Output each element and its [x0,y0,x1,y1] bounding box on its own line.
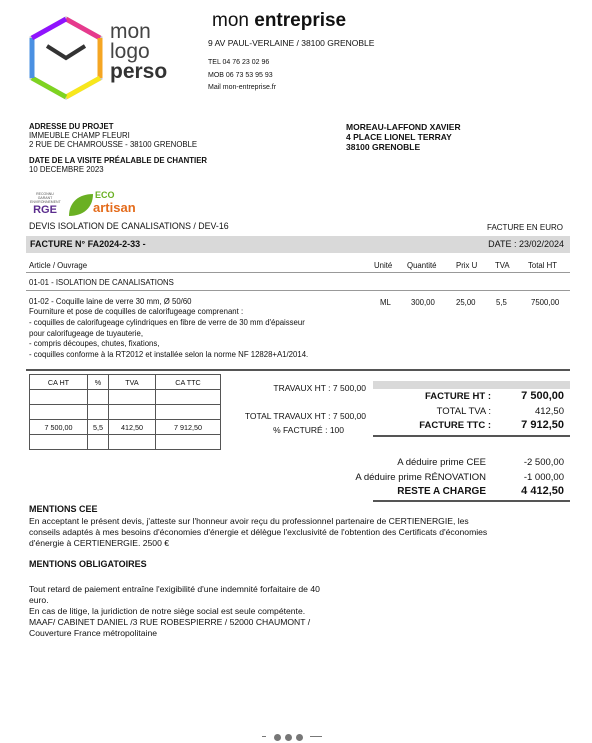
col-tva: TVA [495,261,510,270]
renov-label: A déduire prime RÉNOVATION [355,472,486,483]
works-percent: % FACTURÉ : 100 [273,425,344,435]
mentions-oblig-line: Tout retard de paiement entraîne l'exigibilité d'une indemnité forfaitaire de 40 [29,584,320,594]
eco-leaf-icon [67,192,95,218]
mentions-oblig-line: MAAF/ CABINET DANIEL /3 RUE ROBESPIERRE / 52000 CHAUMONT / [29,617,311,627]
company-name-bold: entreprise [254,10,347,31]
item-quantite: 300,00 [411,298,435,307]
item-description [29,307,308,361]
item-desc-line: - compris découpes, chutes, fixations, [29,339,160,349]
page-dot-icon[interactable] [296,734,303,741]
divider [26,369,570,371]
eco-artisan-logo-icon [67,190,143,218]
rge-text: RGE [33,204,57,216]
item-prix: 25,00 [456,298,476,307]
invoice-number: FACTURE N° FA2024-2-33 - [30,239,146,249]
project-line-1: IMMEUBLE CHAMP FLEURI [29,131,130,140]
mentions-oblig-text [29,584,320,639]
rge-badge-icon [30,192,60,216]
cee-value: -2 500,00 [523,457,564,468]
visit-date: 10 DECEMBRE 2023 [29,165,104,174]
pager-line-right [310,736,322,737]
divider [373,435,570,437]
ht-value: 7 500,00 [521,390,564,402]
visit-title: DATE DE LA VISITE PRÉALABLE DE CHANTIER [29,156,208,165]
vat-header: TVA [109,375,156,390]
mentions-oblig-line: euro. [29,595,49,605]
vat-cell: 7 912,50 [156,420,221,435]
mentions-oblig-line: Couverture France métropolitaine [29,628,158,638]
project-address [29,122,197,149]
item-desc-line: Fourniture et pose de coquilles de calorifugeage comprenant : [29,307,244,316]
mentions-cee-line: conseils adaptés à mes besoins d'économies d'énergie et délègue l'exclusivité de l'obtention des Certificats d'économies [29,527,488,537]
pagination-dots[interactable] [272,733,305,743]
item-desc-line: - coquilles de calorifugeage cylindriques en fibre de verre de 30 mm d'épaisseur [29,317,305,327]
mentions-oblig-title: MENTIONS OBLIGATOIRES [29,559,147,569]
item-total: 7500,00 [531,298,560,307]
totals-shade [373,381,570,389]
vat-cell: 7 500,00 [30,420,88,435]
ttc-value: 7 912,50 [521,419,564,431]
vat-cell: 412,50 [109,420,156,435]
company-name [212,10,346,32]
devis-title: DEVIS ISOLATION DE CANALISATIONS / DEV-16 [29,221,229,231]
client-address [346,122,461,152]
tva-value: 412,50 [534,406,564,417]
reste-value: 4 412,50 [521,485,564,497]
currency-label: FACTURE EN EURO [487,223,564,232]
visit-date-block [29,156,207,174]
mentions-cee-line: En acceptant le présent devis, j'atteste sur l'honneur avoir reçu du professionnel partenaire de CERTIENERGIE, les [29,516,469,526]
invoice-date: DATE : 23/02/2024 [488,239,564,249]
logo-line-2: logo [110,40,150,63]
reste-label: RESTE A CHARGE [397,486,486,497]
works-ht: TRAVAUX HT : 7 500,00 [273,383,366,393]
cee-label: A déduire prime CEE [397,457,486,468]
client-street: 4 PLACE LIONEL TERRAY [346,132,452,142]
section-title: 01-01 - ISOLATION DE CANALISATIONS [29,278,174,287]
pager-line-left [262,736,266,737]
mentions-cee-text [29,516,487,549]
item-desc-line: pour calorifugeage de tuyauterie, [29,328,143,338]
invoice-bar [26,236,570,253]
mentions-cee-line: d'énergie à CERTIENERGIE. 2500 € [29,538,170,548]
vat-table [29,374,221,450]
client-name: MOREAU-LAFFOND XAVIER [346,122,461,132]
ht-label: FACTURE HT : [425,391,491,402]
col-quantite: Quantité [407,261,437,270]
vat-header: CA HT [30,375,88,390]
page-dot-icon[interactable] [285,734,292,741]
col-prix: Prix U [456,261,478,270]
col-total: Total HT [528,261,558,270]
company-prefix: mon [212,10,255,31]
item-ref: 01-02 - Coquille laine de verre 30 mm, Ø 50/60 [29,297,192,306]
project-title: ADRESSE DU PROJET [29,122,114,131]
ttc-label: FACTURE TTC : [419,420,491,431]
company-contacts [208,57,276,95]
client-city: 38100 GRENOBLE [346,142,421,152]
mentions-oblig-line: En cas de litige, la juridiction de notre siège social est seule compétente. [29,606,306,616]
divider [373,500,570,502]
item-tva: 5,5 [496,298,507,307]
logo-hexagon-icon [29,16,103,100]
col-article: Article / Ouvrage [29,261,88,270]
project-line-2: 2 RUE DE CHAMROUSSE - 38100 GRENOBLE [29,140,198,149]
company-mob: MOB 06 73 53 95 93 [208,71,273,79]
renov-value: -1 000,00 [523,472,564,483]
vat-cell: 5,5 [88,420,109,435]
col-unite: Unité [374,261,393,270]
artisan-text: artisan [93,200,136,215]
logo-line-3: perso [110,60,168,83]
vat-header: % [88,375,109,390]
company-address: 9 AV PAUL-VERLAINE / 38100 GRENOBLE [208,38,375,48]
logo-text [110,22,167,82]
mentions-cee-title: MENTIONS CEE [29,504,98,514]
rge-top-text: RECONNU GARANT [36,192,54,200]
company-mail: Mail mon-entreprise.fr [208,84,277,91]
works-total: TOTAL TRAVAUX HT : 7 500,00 [244,411,366,421]
item-unite: ML [380,298,391,307]
divider [26,272,570,273]
company-tel: TEL 04 76 23 02 96 [208,59,270,66]
logo-line-1: mon [110,20,151,43]
divider [26,290,570,291]
page-dot-icon[interactable] [274,734,281,741]
tva-label: TOTAL TVA : [436,406,491,417]
rge-mid-text: ENVIRONNEMENT [30,200,61,204]
eco-text: ECO [95,190,115,200]
item-desc-line: - coquilles conforme à la RT2012 et installée selon la norme NF 12828+A1/2014. [29,350,309,360]
vat-header: CA TTC [156,375,221,390]
